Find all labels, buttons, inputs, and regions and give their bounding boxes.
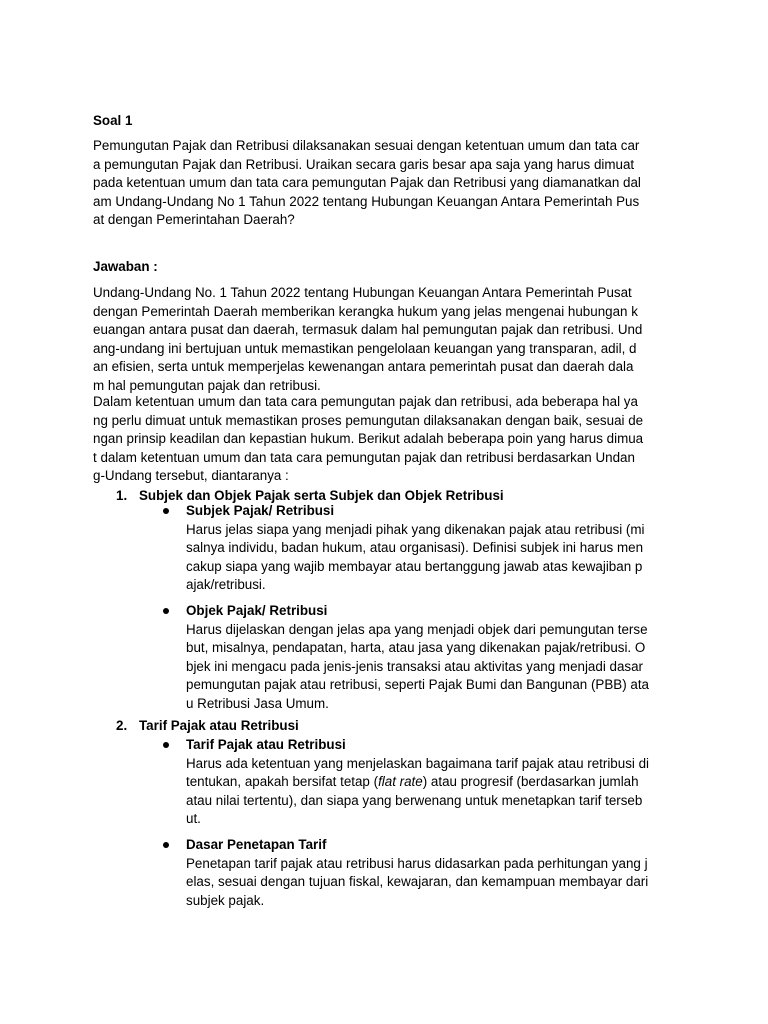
list-number: 2.: [116, 718, 128, 733]
sub-line: subjek pajak.: [186, 892, 265, 908]
answer-paragraph-1: [93, 284, 642, 396]
sub-line: Penetapan tarif pajak atau retribusi harus didasarkan pada perhitungan yang j: [186, 855, 648, 871]
sub-line: elas, sesuai dengan tujuan fiskal, kewajaran, dan kemampuan membayar dari: [186, 874, 649, 890]
answer-line: ng perlu dimuat untuk memastikan proses pemungutan dilaksanakan dengan baik, sesuai de: [93, 412, 644, 428]
answer-line: Undang-Undang No. 1 Tahun 2022 tentang Hubungan Keuangan Antara Pemerintah Pusat: [93, 285, 632, 300]
sub-line: cakup siapa yang wajib membayar atau bertanggung jawab atas kewajiban p: [186, 558, 643, 574]
question-line: pada ketentuan umum dan tata cara pemungutan Pajak dan Retribusi yang diamanatkan dal: [93, 175, 641, 191]
sub-line: bjek ini mengacu pada jenis-jenis transaksi atau aktivitas yang menjadi dasar: [186, 658, 644, 674]
answer-line: an efisien, serta untuk memperjelas kewenangan antara pemerintah pusat dan daerah dala: [93, 359, 634, 375]
answer-line: dengan Pemerintah Daerah memberikan kerangka hukum yang jelas mengenai hubungan k: [93, 303, 638, 319]
answer-line: euangan antara pusat dan daerah, termasuk dalam hal pemungutan pajak dan retribusi. Und: [93, 322, 643, 338]
bullet-icon: [163, 842, 169, 848]
answer-line: m hal pemungutan pajak dan retribusi.: [93, 377, 321, 393]
sub-line-part: tentukan, apakah bersifat tetap (: [186, 774, 379, 790]
list-number: 1.: [116, 488, 128, 503]
italic-term: flat rate: [378, 774, 423, 790]
answer-line: ang-undang ini bertujuan untuk memastikan pengelolaan keuangan yang transparan, adil, d: [93, 340, 637, 356]
question-paragraph: [93, 137, 641, 230]
sub-heading: Dasar Penetapan Tarif: [186, 837, 327, 852]
sub-line: ut.: [186, 811, 201, 827]
answer-line: t dalam ketentuan umum dan tata cara pemungutan pajak dan retribusi berdasarkan Undan: [93, 449, 635, 465]
sub-line: [186, 773, 649, 792]
sub-line: Harus ada ketentuan yang menjelaskan bagaimana tarif pajak atau retribusi di: [186, 755, 650, 771]
list-item-2: [116, 717, 299, 736]
sub-line: pemungutan pajak atau retribusi, seperti Pajak Bumi dan Bangunan (PBB) ata: [186, 677, 650, 693]
question-line: a pemungutan Pajak dan Retribusi. Uraikan secara garis besar apa saja yang harus dimuat: [93, 156, 635, 172]
sub-item-objek: [186, 602, 649, 714]
sub-line-part: ) atau progresif (berdasarkan jumlah: [422, 774, 639, 790]
sub-line: u Retribusi Jasa Umum.: [186, 695, 329, 711]
sub-heading: Objek Pajak/ Retribusi: [186, 603, 328, 618]
sub-line: Harus dijelaskan dengan jelas apa yang menjadi objek dari pemungutan terse: [186, 621, 648, 637]
list-heading: Subjek dan Objek Pajak serta Subjek dan Objek Retribusi: [139, 488, 504, 503]
answer-title: Jawaban :: [93, 259, 158, 274]
sub-heading: Subjek Pajak/ Retribusi: [186, 503, 335, 518]
sub-heading: Tarif Pajak atau Retribusi: [186, 737, 346, 752]
question-line: am Undang-Undang No 1 Tahun 2022 tentang Hubungan Keuangan Antara Pemerintah Pus: [93, 193, 640, 209]
question-line: at dengan Pemerintahan Daerah?: [93, 212, 295, 228]
question-title: Soal 1: [93, 113, 133, 128]
list-heading: Tarif Pajak atau Retribusi: [139, 718, 299, 733]
answer-paragraph-2: [93, 393, 643, 486]
answer-line: Dalam ketentuan umum dan tata cara pemungutan pajak dan retribusi, ada beberapa hal ya: [93, 394, 638, 409]
question-line: Pemungutan Pajak dan Retribusi dilaksanakan sesuai dengan ketentuan umum dan tata car: [93, 138, 640, 153]
sub-item-tarif: [186, 736, 649, 829]
sub-line: atau nilai tertentu), dan siapa yang berwenang untuk menetapkan tarif terseb: [186, 792, 643, 808]
sub-item-dasar: [186, 836, 648, 910]
sub-line: Harus jelas siapa yang menjadi pihak yang dikenakan pajak atau retribusi (mi: [186, 521, 645, 537]
sub-line: salnya individu, badan hukum, atau organisasi). Definisi subjek ini harus men: [186, 540, 644, 556]
sub-line: ajak/retribusi.: [186, 577, 266, 593]
list-item-1: [116, 487, 504, 506]
sub-line: but, misalnya, pendapatan, harta, atau jasa yang dikenakan pajak/retribusi. O: [186, 640, 646, 656]
sub-item-subjek: [186, 502, 645, 595]
answer-line: g-Undang tersebut, diantaranya :: [93, 468, 289, 484]
answer-line: ngan prinsip keadilan dan kepastian hukum. Berikut adalah beberapa poin yang harus dimua: [93, 431, 644, 447]
bullet-icon: [163, 742, 169, 748]
bullet-icon: [163, 608, 169, 614]
bullet-icon: [163, 508, 169, 514]
